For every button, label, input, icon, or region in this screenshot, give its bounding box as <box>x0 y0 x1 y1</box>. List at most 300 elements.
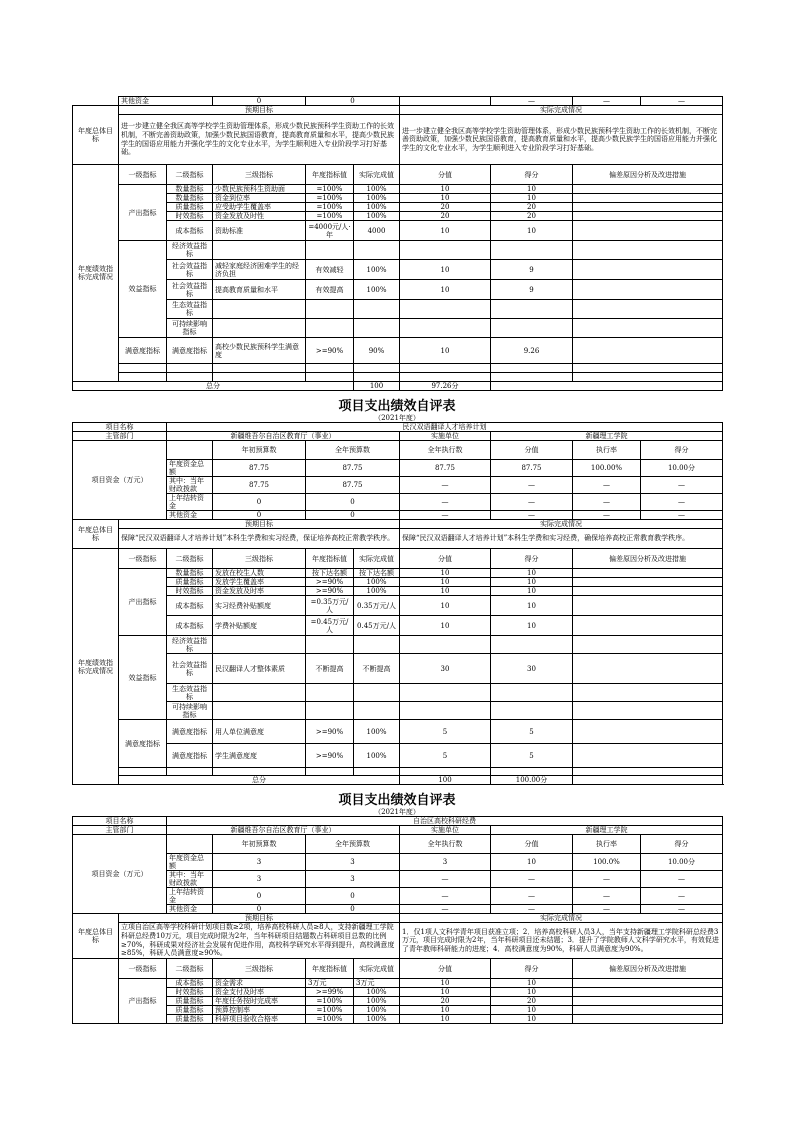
l3-label: 提高教育质量和水平 <box>213 280 306 300</box>
actual-label: 实际完成情况 <box>400 520 723 529</box>
l2-label: 质量指标 <box>167 1015 213 1024</box>
actual-value: 90% <box>354 338 400 364</box>
funds-full: 0 <box>306 511 400 520</box>
funds-points: — <box>491 494 573 511</box>
funds-header: 分值 <box>491 441 573 460</box>
l2-label: 满意度指标 <box>167 744 213 768</box>
funds-header: 执行率 <box>573 441 641 460</box>
l3-label: 发放学生覆盖率 <box>213 578 306 587</box>
perf-label: 年度绩效指标完成情况 <box>73 165 119 382</box>
header-l2: 二级指标 <box>167 549 213 569</box>
header-points: 分值 <box>400 549 491 569</box>
expected-label: 预期目标 <box>119 914 400 923</box>
funds-row-label: 其中：当年财政拨款 <box>167 477 213 494</box>
funds-row <box>73 460 723 477</box>
block1-year: （2021年度） <box>374 414 420 422</box>
score-value: 10 <box>491 979 573 988</box>
funds-header: 执行率 <box>573 835 641 854</box>
points-value: 10 <box>400 1006 491 1015</box>
target-value: =100% <box>306 203 354 212</box>
l2-label: 满意度指标 <box>167 720 213 744</box>
funds-points: — <box>491 477 573 494</box>
funds-exec: — <box>400 905 491 914</box>
funds-points: — <box>491 871 573 888</box>
table-row <box>73 260 723 280</box>
actual-value: 0.45万元/人 <box>354 616 400 636</box>
score-value: 10 <box>491 569 573 578</box>
points-value: 10 <box>400 569 491 578</box>
target-value: >=90% <box>306 744 354 768</box>
l3-label: 资金到位率 <box>213 194 306 203</box>
block2-table <box>72 816 723 1024</box>
expected-text: 保障“民汉双语翻译人才培养计划”本科生学费和实习经费，保证培养高校正常教学秩序。 <box>119 529 400 549</box>
funds-rate: — <box>573 494 641 511</box>
score-value: 20 <box>491 997 573 1006</box>
dept-value: 新疆维吾尔自治区教育厅（事业） <box>167 826 400 835</box>
l3-label: 学生满意度度 <box>213 744 306 768</box>
l1-label: 产出指标 <box>119 569 167 636</box>
table-row <box>73 596 723 616</box>
block1-title: 项目支出绩效自评表 <box>338 399 456 414</box>
l1-label: 效益指标 <box>119 636 167 720</box>
funds-initial: 87.75 <box>213 477 306 494</box>
actual-value: 4000 <box>354 221 400 241</box>
actual-value: 不断提高 <box>354 654 400 684</box>
header-points: 分值 <box>400 165 491 185</box>
points-value: 20 <box>400 203 491 212</box>
funds-full: 0 <box>306 888 400 905</box>
l2-label: 质量指标 <box>167 1006 213 1015</box>
l1-label: 效益指标 <box>119 241 167 338</box>
funds-header: 年初预算数 <box>213 441 306 460</box>
points-value: 10 <box>400 587 491 596</box>
l3-label: 资金发放及时率 <box>213 587 306 596</box>
l2-label: 可持续影响指标 <box>167 319 213 338</box>
score-value: 10 <box>491 194 573 203</box>
perf-label: 年度绩效指标完成情况 <box>73 549 119 785</box>
actual-value: 100% <box>354 720 400 744</box>
l2-label: 质量指标 <box>167 203 213 212</box>
expected-text: 进一步建立健全我区高等学校学生资助管理体系，形成少数民族预科学生资助工作的长效机制，不断完善资助政策，加强少数民族国语教育，提高教育质量和水平，提高少数民族学生的国语应用能力并强化学生的文化专业水平，为学生顺利进入专业阶段学习打好基础。 <box>119 115 400 165</box>
points-value: 10 <box>400 221 491 241</box>
l1-label: 产出指标 <box>119 979 167 1024</box>
table-row <box>73 1006 723 1015</box>
funds-score: — <box>641 494 723 511</box>
funds-row-label: 上年结转资金 <box>167 888 213 905</box>
funds-exec: — <box>400 511 491 520</box>
total-points: 100 <box>354 382 400 391</box>
l2-label: 质量指标 <box>167 997 213 1006</box>
funds-rate: 100.00% <box>573 460 641 477</box>
funds-points: — <box>491 905 573 914</box>
table-row <box>73 212 723 221</box>
target-value: =100% <box>306 212 354 221</box>
header-actual: 实际完成值 <box>354 165 400 185</box>
table-row <box>73 587 723 596</box>
header-l1: 一级指标 <box>119 959 167 979</box>
score-value: 9 <box>491 260 573 280</box>
funds-points: — <box>491 888 573 905</box>
score-value: 9.26 <box>491 338 573 364</box>
points-value: 10 <box>400 979 491 988</box>
actual-value: 100% <box>354 185 400 194</box>
l2-label: 成本指标 <box>167 616 213 636</box>
expected-label: 预期目标 <box>119 106 400 115</box>
table-row <box>73 578 723 587</box>
header-l1: 一级指标 <box>119 549 167 569</box>
header-score: 得分 <box>491 165 573 185</box>
total-score: 97.26分 <box>400 382 491 391</box>
funds-points: 87.75 <box>491 460 573 477</box>
l2-label: 时效指标 <box>167 587 213 596</box>
table-row <box>73 636 723 654</box>
l2-label: 经济效益指标 <box>167 241 213 260</box>
funds-rate: 100.0% <box>573 854 641 871</box>
funds-row-label: 其他资金 <box>167 511 213 520</box>
funds-rate: — <box>573 905 641 914</box>
block0-table <box>72 96 723 391</box>
actual-text: 保障“民汉双语翻译人才培养计划”本科生学费和实习经费，确保培养高校正常教育教学秩序。 <box>400 529 723 549</box>
table-row <box>73 702 723 720</box>
goal-label: 年度总体目标 <box>73 106 119 165</box>
funds-exec: — <box>400 871 491 888</box>
header-score: 得分 <box>491 959 573 979</box>
funds-rate: — <box>573 888 641 905</box>
l2-label: 经济效益指标 <box>167 636 213 654</box>
funds-score: — <box>641 888 723 905</box>
target-value: =0.35万元/人 <box>306 596 354 616</box>
points-value: 10 <box>400 1015 491 1024</box>
score-value: 10 <box>491 1015 573 1024</box>
expected-label: 预期目标 <box>119 520 400 529</box>
funds-rate: — <box>573 871 641 888</box>
actual-value: 100% <box>354 280 400 300</box>
funds-row-label: 其中：当年财政拨款 <box>167 871 213 888</box>
funds-score: 10.00分 <box>641 854 723 871</box>
target-value: >=90% <box>306 720 354 744</box>
total-label: 总分 <box>73 382 354 391</box>
funds-row <box>73 477 723 494</box>
funds-score: — <box>641 871 723 888</box>
points-value: 10 <box>400 578 491 587</box>
table-row <box>73 1015 723 1024</box>
total-label: 总分 <box>119 776 400 785</box>
funds-header: 年初预算数 <box>213 835 306 854</box>
points-value: 20 <box>400 997 491 1006</box>
target-value: =100% <box>306 194 354 203</box>
total-points: 100 <box>400 776 491 785</box>
table-row <box>73 300 723 319</box>
header-target: 年度指标值 <box>306 549 354 569</box>
l3-label: 少数民族预科生资助面 <box>213 185 306 194</box>
funds-row-label: 年度资金总额 <box>167 854 213 871</box>
unit-value: 新疆理工学院 <box>491 432 723 441</box>
table-row <box>73 194 723 203</box>
l2-label: 社会效益指标 <box>167 654 213 684</box>
l2-label: 数量指标 <box>167 569 213 578</box>
actual-label: 实际完成情况 <box>400 106 723 115</box>
l3-label: 资金发放及时性 <box>213 212 306 221</box>
l3-label: 预算控制率 <box>213 1006 306 1015</box>
funds-initial: 0 <box>213 888 306 905</box>
funds-score: 10.00分 <box>641 460 723 477</box>
funds-score: — <box>641 511 723 520</box>
score-value: 5 <box>491 744 573 768</box>
funds-initial: 0 <box>213 494 306 511</box>
actual-value: 100% <box>354 1006 400 1015</box>
points-value: 10 <box>400 616 491 636</box>
project-name: 民汉双语翻译人才培养计划 <box>167 423 723 432</box>
goal-label: 年度总体目标 <box>73 914 119 959</box>
funds-exec: — <box>400 888 491 905</box>
target-value: =0.45万元/人 <box>306 616 354 636</box>
dept-label: 主管部门 <box>73 432 167 441</box>
points-value: 10 <box>400 185 491 194</box>
table-row <box>73 221 723 241</box>
funds-full: 3 <box>306 871 400 888</box>
target-value: =100% <box>306 997 354 1006</box>
funds-full: 87.75 <box>306 460 400 477</box>
funds-initial: 0 <box>213 511 306 520</box>
score-value: 20 <box>491 203 573 212</box>
target-value: 不断提高 <box>306 654 354 684</box>
l3-label: 资金支付及时率 <box>213 988 306 997</box>
funds-exec: — <box>400 494 491 511</box>
funds-initial: 87.75 <box>213 460 306 477</box>
actual-value: 100% <box>354 744 400 768</box>
target-value: >=90% <box>306 587 354 596</box>
funds-full: 0 <box>306 97 400 106</box>
header-l3: 三级指标 <box>213 165 306 185</box>
table-row <box>73 185 723 194</box>
points-value: 5 <box>400 744 491 768</box>
funds-row <box>73 854 723 871</box>
l2-label: 生态效益指标 <box>167 684 213 702</box>
header-actual: 实际完成值 <box>354 549 400 569</box>
header-l3: 三级指标 <box>213 549 306 569</box>
funds-exec: — <box>491 97 573 106</box>
points-value: 10 <box>400 280 491 300</box>
funds-initial: 0 <box>213 97 306 106</box>
funds-header: 全年执行数 <box>400 835 491 854</box>
table-row <box>73 319 723 338</box>
target-value: 按下达名额 <box>306 569 354 578</box>
actual-text: 1．仅1项人文科学青年项目获准立项；2．培养高校科研人员3人，当年支持新疆理工学院科研总经费3万元，项目完成时限为2年，当年科研项目还未结题；3．提升了学院教师人文科学研究水平，有效促进了青年教师科研能力的进度；4．高校满意度为90%，科研人员满意度为90%。 <box>400 923 723 959</box>
points-value: 10 <box>400 194 491 203</box>
funds-header: 全年执行数 <box>400 441 491 460</box>
funds-row-label: 上年结转资金 <box>167 494 213 511</box>
table-row <box>73 744 723 768</box>
project-name: 自治区高校科研经费 <box>167 817 723 826</box>
goal-label: 年度总体目标 <box>73 520 119 549</box>
funds-header: 得分 <box>641 441 723 460</box>
funds-row <box>73 888 723 905</box>
table-row <box>73 616 723 636</box>
score-value: 30 <box>491 654 573 684</box>
actual-value: 100% <box>354 997 400 1006</box>
funds-rate: — <box>573 97 641 106</box>
points-value: 20 <box>400 212 491 221</box>
score-value: 10 <box>491 596 573 616</box>
points-value: 30 <box>400 654 491 684</box>
funds-initial: 3 <box>213 854 306 871</box>
actual-value: 100% <box>354 203 400 212</box>
l3-label: 实习经费补贴额度 <box>213 596 306 616</box>
funds-full: 87.75 <box>306 477 400 494</box>
funds-full: 0 <box>306 905 400 914</box>
expected-text: 立项自治区高等学校科研计划项目数≥2项，培养高校科研人员≥8人，支持新疆理工学院科研总经费10万元，项目完成时限为2年，当年科研项目结题数占科研项目总数的比例≥70%，科研成果对经济社会发展有促进作用，高校科学研究水平得到提升，高校满意度≥85%，科研人员满意度≥90%。 <box>119 923 400 959</box>
points-value: 5 <box>400 720 491 744</box>
funds-initial: 3 <box>213 871 306 888</box>
table-row <box>73 988 723 997</box>
funds-label: 其他资金 <box>119 97 213 106</box>
funds-header: 全年预算数 <box>306 441 400 460</box>
block2-title: 项目支出绩效自评表 <box>338 793 456 808</box>
table-row <box>73 720 723 744</box>
score-value: 10 <box>491 616 573 636</box>
funds-rate: — <box>573 477 641 494</box>
funds-rate: — <box>573 511 641 520</box>
target-value: =4000元/人·年 <box>306 221 354 241</box>
l2-label: 数量指标 <box>167 185 213 194</box>
actual-value: 100% <box>354 578 400 587</box>
target-value: >=99% <box>306 988 354 997</box>
l3-label: 发放在校生人数 <box>213 569 306 578</box>
table-row <box>73 979 723 988</box>
actual-value: 100% <box>354 260 400 280</box>
total-score: 100.00分 <box>491 776 573 785</box>
funds-header: 全年预算数 <box>306 835 400 854</box>
l2-label: 社会效益指标 <box>167 260 213 280</box>
total-row <box>73 382 723 391</box>
points-value: 10 <box>400 988 491 997</box>
actual-label: 实际完成情况 <box>400 914 723 923</box>
funds-row <box>73 511 723 520</box>
actual-value: 0.35万元/人 <box>354 596 400 616</box>
funds-exec: 3 <box>400 854 491 871</box>
target-value: >=90% <box>306 578 354 587</box>
total-row <box>73 776 723 785</box>
l3-label: 减轻家庭经济困难学生的经济负担 <box>213 260 306 280</box>
header-deviation: 偏差原因分析及改进措施 <box>573 165 723 185</box>
project-name-label: 项目名称 <box>73 817 167 826</box>
funds-label: 项目资金（万元） <box>73 441 167 520</box>
indicator-header-row <box>73 959 723 979</box>
funds-row <box>73 871 723 888</box>
l3-label: 资助标准 <box>213 221 306 241</box>
points-value: 10 <box>400 596 491 616</box>
l1-label: 满意度指标 <box>119 720 167 768</box>
unit-label: 实施单位 <box>400 432 491 441</box>
points-value: 10 <box>400 338 491 364</box>
l2-label: 社会效益指标 <box>167 280 213 300</box>
l3-label: 应受助学生覆盖率 <box>213 203 306 212</box>
funds-initial: 0 <box>213 905 306 914</box>
funds-points: — <box>491 511 573 520</box>
funds-label: 项目资金（万元） <box>73 835 167 914</box>
score-value: 10 <box>491 578 573 587</box>
points-value: 10 <box>400 260 491 280</box>
header-target: 年度指标值 <box>306 959 354 979</box>
table-row <box>73 338 723 364</box>
funds-full: 3 <box>306 854 400 871</box>
funds-row-label: 年度资金总额 <box>167 460 213 477</box>
l3-label: 科研项目验收合格率 <box>213 1015 306 1024</box>
target-value: =100% <box>306 185 354 194</box>
table-row <box>73 241 723 260</box>
funds-header: 分值 <box>491 835 573 854</box>
l2-label: 成本指标 <box>167 221 213 241</box>
score-value: 10 <box>491 988 573 997</box>
page-sheet <box>72 96 722 1024</box>
score-value: 20 <box>491 212 573 221</box>
funds-points: 10 <box>491 854 573 871</box>
header-l1: 一级指标 <box>119 165 167 185</box>
project-name-label: 项目名称 <box>73 423 167 432</box>
funds-full: 0 <box>306 494 400 511</box>
actual-value: 100% <box>354 194 400 203</box>
header-l3: 三级指标 <box>213 959 306 979</box>
indicator-header-row <box>73 549 723 569</box>
table-row <box>73 654 723 684</box>
l3-label: 年度任务按时完成率 <box>213 997 306 1006</box>
l3-label: 民汉翻译人才整体素质 <box>213 654 306 684</box>
score-value: 10 <box>491 185 573 194</box>
l2-label: 时效指标 <box>167 212 213 221</box>
target-value: 有效减轻 <box>306 260 354 280</box>
table-row <box>73 684 723 702</box>
target-value: =100% <box>306 1006 354 1015</box>
funds-row <box>73 494 723 511</box>
header-score: 得分 <box>491 549 573 569</box>
actual-value: 按下达名额 <box>354 569 400 578</box>
l2-label: 时效指标 <box>167 988 213 997</box>
funds-score: — <box>641 905 723 914</box>
indicator-header-row <box>73 165 723 185</box>
table-row <box>73 203 723 212</box>
target-value: 3万元 <box>306 979 354 988</box>
table-row <box>73 280 723 300</box>
funds-score: — <box>641 477 723 494</box>
actual-value: 100% <box>354 1015 400 1024</box>
l3-label: 用人单位满意度 <box>213 720 306 744</box>
header-l2: 二级指标 <box>167 165 213 185</box>
l3-label: 高校少数民族预科学生满意度 <box>213 338 306 364</box>
l3-label: 资金需求 <box>213 979 306 988</box>
header-target: 年度指标值 <box>306 165 354 185</box>
l2-label: 生态效益指标 <box>167 300 213 319</box>
header-l2: 二级指标 <box>167 959 213 979</box>
dept-value: 新疆维吾尔自治区教育厅（事业） <box>167 432 400 441</box>
header-deviation: 偏差原因分析及改进措施 <box>573 549 723 569</box>
target-value: >=90% <box>306 338 354 364</box>
l2-label: 成本指标 <box>167 979 213 988</box>
funds-row <box>73 905 723 914</box>
header-deviation: 偏差原因分析及改进措施 <box>573 959 723 979</box>
funds-header: 得分 <box>641 835 723 854</box>
funds-exec: — <box>400 477 491 494</box>
target-value: =100% <box>306 1015 354 1024</box>
funds-score: — <box>641 97 723 106</box>
l2-label: 成本指标 <box>167 596 213 616</box>
score-value: 10 <box>491 1006 573 1015</box>
dept-label: 主管部门 <box>73 826 167 835</box>
score-value: 5 <box>491 720 573 744</box>
l1-label: 产出指标 <box>119 185 167 241</box>
unit-value: 新疆理工学院 <box>491 826 723 835</box>
score-value: 10 <box>491 221 573 241</box>
header-actual: 实际完成值 <box>354 959 400 979</box>
